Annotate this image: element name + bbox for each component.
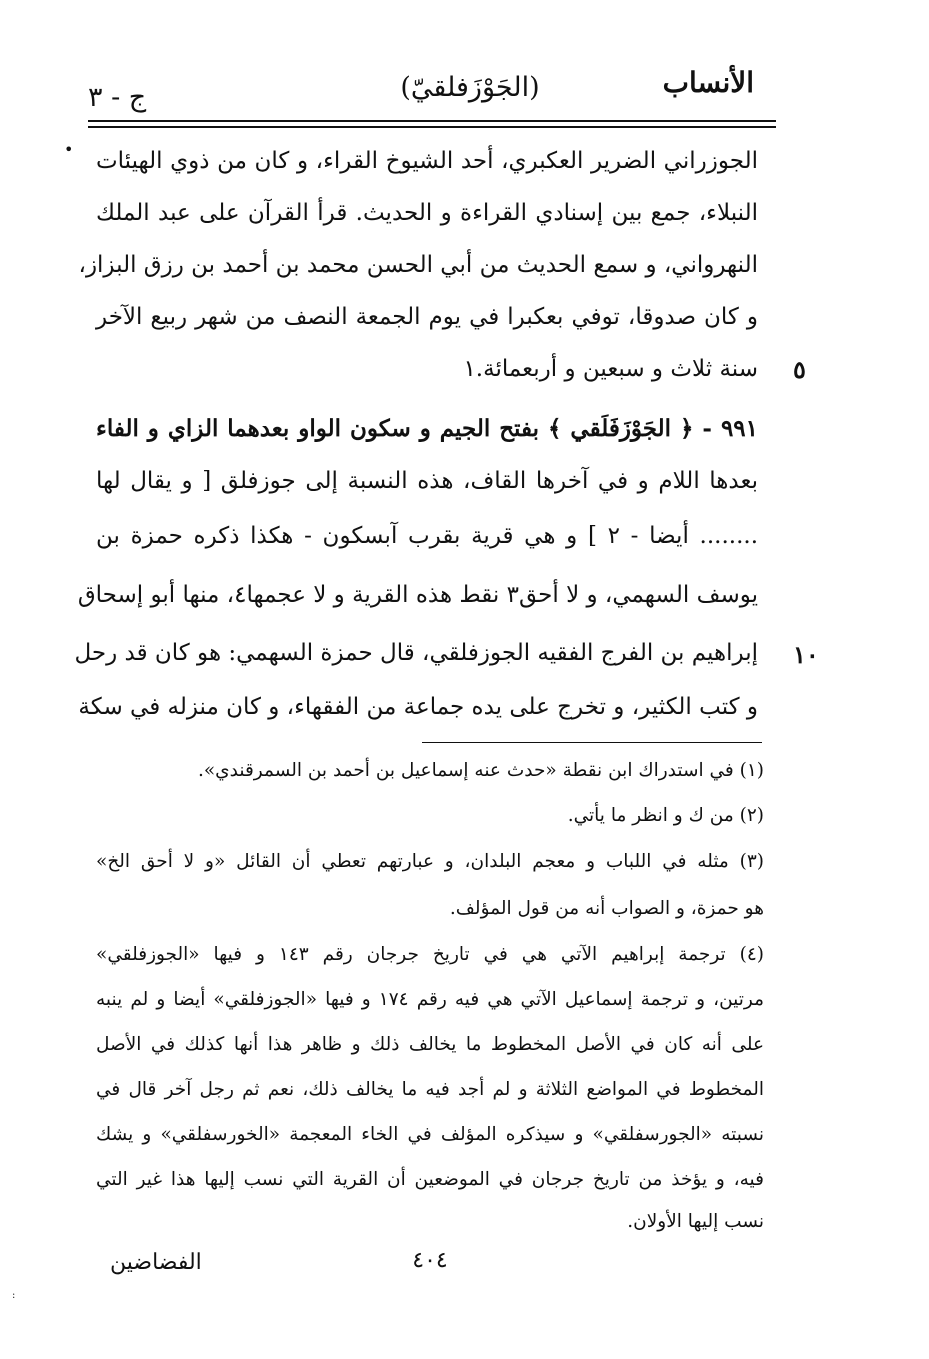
- body-line: النهرواني، و سمع الحديث من أبي الحسن محمد بن أحمد بن رزق البزاز،: [78, 252, 758, 278]
- line-number-5: ٥: [793, 355, 806, 384]
- footer-signature: الفضاضين: [110, 1250, 202, 1275]
- margin-dot: •: [64, 140, 74, 159]
- body-line: إبراهيم بن الفرج الفقيه الجوزفلقي، قال حمزة السهمي: هو كان قد رحل: [74, 640, 758, 666]
- footnote-line: هو حمزة، و الصواب أنه من قول المؤلف.: [449, 898, 764, 919]
- footnote-line: نسبته «الجورسفلقي» و سيذكره المؤلف في الخاء المعجمة «الخورسفلقي» و يشك: [96, 1124, 764, 1145]
- footnote-line: مرتين، و ترجمة إسماعيل الآتي هي فيه رقم ١٧٤ و فيها «الجوزفلقي» أيضا و لم ينبه: [96, 989, 764, 1010]
- body-line: النبلاء، جمع بين إسنادي القراءة و الحديث. قرأ القرآن على عبد الملك: [96, 200, 758, 226]
- body-line: و كان صدوقا، توفي بعكبرا في يوم الجمعة النصف من شهر ربيع الآخر: [96, 304, 758, 330]
- footnote-line: المخطوط في المواضع الثلاثة و لم أجد فيه ما يخالف ذلك، نعم ثم رجل آخر قال في: [96, 1079, 764, 1100]
- header-rule-top: [88, 120, 776, 122]
- page-number: ٤٠٤: [412, 1248, 448, 1273]
- body-line: سنة ثلاث و سبعين و أربعمائة.١: [463, 356, 758, 382]
- footnote-line: (٤) ترجمة إبراهيم الآتي هي في تاريخ جرجان رقم ١٤٣ و فيها «الجوزفلقي»: [96, 944, 764, 965]
- body-line: بعدها اللام و في آخرها القاف، هذه النسبة إلى جوزفلق [ و يقال لها: [96, 468, 758, 494]
- book-title: الأنساب: [662, 66, 754, 99]
- body-line: و كتب الكثير، و تخرج على يده جماعة من الفقهاء، و كان منزله في سكة: [78, 694, 758, 720]
- volume-number: ج - ٣: [88, 82, 147, 113]
- body-line: ........ أيضا - ٢ ] و هي قرية بقرب آبسكون - هكذا ذكره حمزة بن: [96, 523, 759, 549]
- footnote-line: (١) في استدراك ابن نقطة «حدث عنه إسماعيل بن أحمد بن السمرقندي».: [197, 760, 764, 781]
- margin-dot: :: [12, 1290, 16, 1301]
- line-number-10: ١٠: [793, 640, 819, 669]
- footnote-line: فيه، و يؤخذ من تاريخ جرجان في الموضعين أن القرية التي نسب إليها هذا غير التي: [96, 1169, 764, 1190]
- footnote-line: (٢) من ك و انظر ما يأتي.: [567, 805, 764, 826]
- footnote-line: على أنه كان في الأصل المخطوط ما يخالف ذلك و ظاهر هذا أنها كذلك في الأصل: [96, 1034, 764, 1055]
- body-line: يوسف السهمي، و لا أحق٣ نقط هذه القرية و لا عجمها٤، منها أبو إسحاق: [77, 582, 758, 608]
- footnote-rule: [422, 742, 762, 743]
- footnote-line: نسب إليها الأولان.: [627, 1211, 764, 1232]
- entry-title: (الجَوْزَفلقيّ): [400, 72, 540, 103]
- entry-heading-line: ٩٩١ - ﴿ الجَوْزَفَلَقي ﴾ بفتح الجيم و سكون الواو بعدهما الزاي و الفاء: [96, 415, 758, 442]
- footnote-line: (٣) مثله في اللباب و معجم البلدان، و عبارتهم تعطي أن القائل «و لا أحق الخ»: [96, 851, 764, 872]
- header-rule-bottom: [88, 126, 776, 128]
- body-line: الجوزراني الضرير العكبري، أحد الشيوخ القراء، و كان من ذوي الهيئات: [96, 148, 758, 174]
